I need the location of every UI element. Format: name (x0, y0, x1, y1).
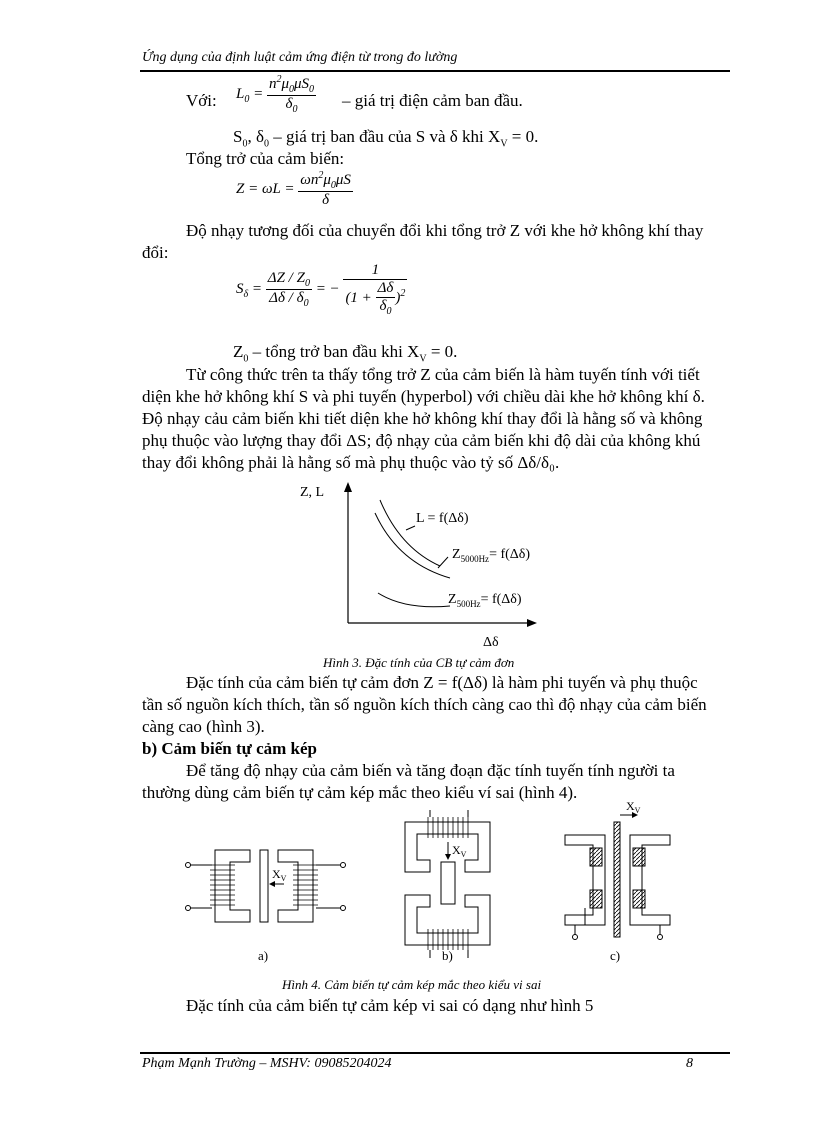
svg-text:XV: $X_V$ (272, 867, 287, 883)
paragraph-1-line-4: phụ thuộc vào lượng thay đổi ΔS; độ nhạy của cảm biến khi độ dài của không khú (142, 431, 701, 450)
x-axis-label: Δδ (483, 635, 499, 650)
label-z500: $Z_{500Hz}= f(\Delta\delta)$ (448, 592, 522, 609)
paragraph-1-line-1: Từ công thức trên ta thấy tổng trở Z của cảm biến là hàm tuyến tính với tiết (186, 365, 700, 384)
voi-label: Với: (186, 91, 217, 110)
paragraph-1-line-3: Độ nhạy cảu cảm biến khi tiết diện khe hở không khí thay đổi là hằng số và không (142, 409, 703, 428)
svg-text:XV: $X_V$ (626, 800, 641, 815)
l0-description: – giá trị điện cảm ban đầu. (342, 91, 523, 110)
paragraph-2-line-2: tần số nguồn kích thích, tần số nguồn kích thích càng cao thì độ nhạy của cảm biến (142, 695, 707, 714)
paragraph-3-line-2: thường dùng cảm biến tự cảm kép mắc theo kiểu ví sai (hình 4). (142, 783, 578, 802)
label-b: b) (442, 948, 453, 963)
figure-3-caption: Hình 3. Đặc tính của CB tự cảm đơn (323, 655, 515, 670)
svg-text:XV: $X_V$ (452, 843, 467, 859)
label-c: c) (610, 948, 621, 963)
figure-4-caption: Hình 4. Cảm biến tự cảm kép mắc theo kiểu vi sai (282, 977, 542, 992)
header-rule (140, 70, 730, 72)
section-heading: b) Cảm biến tự cảm kép (142, 739, 318, 758)
sensitivity-intro: Độ nhạy tương đối của chuyển đổi khi tổng trở Z với khe hở không khí thay (186, 221, 704, 240)
impedance-title: Tổng trở của cảm biến: (186, 149, 345, 168)
footer-rule (140, 1052, 730, 1054)
paragraph-2-line-1: Đặc tính của cảm biến tự cảm đơn Z = f(Δδ) là hàm phi tuyến và phụ thuộc (186, 673, 698, 692)
formula-z: Z = ωL = $\frac{\omega n^2\mu_0\mu S}{\delta}$ (236, 170, 351, 208)
paragraph-2-line-3: càng cao (hình 3). (142, 717, 265, 736)
diagram-a (186, 850, 346, 963)
figure-3-chart (290, 478, 550, 653)
closing-line: Đặc tính của cảm biến tự cảm kép vi sai có dạng như hình 5 (186, 996, 594, 1015)
paragraph-1-line-5: thay đổi không phải là hằng số mà phụ thuộc vào tỷ số Δδ/δ₀. (142, 453, 560, 472)
label-l: L = f(Δδ) (416, 511, 469, 526)
footer-author: Phạm Mạnh Trường – MSHV: 09085204024 (142, 1056, 392, 1071)
curve-l (380, 500, 440, 566)
page-number: 8 (686, 1056, 693, 1071)
page-header: Ứng dụng của định luật cảm ứng điện từ trong đo lường (142, 50, 458, 65)
diagram-b (405, 810, 490, 963)
curve-z500 (378, 593, 450, 607)
formula-sensitivity: $S_\delta$ = $\frac{\Delta Z / Z_0}{\Delta\delta / \delta_0}$ = − 1 (1 + $\frac{\Delta\delta}{\delta_0}$ )$^2$ (236, 262, 406, 317)
y-axis-label: Z, L (300, 485, 325, 500)
paragraph-3-line-1: Để tăng độ nhạy của cảm biến và tăng đoạn đặc tính tuyến tính người ta (186, 761, 675, 780)
diagram-c (565, 800, 670, 963)
label-a: a) (258, 948, 269, 963)
s0-line: $S_0$, $\delta_0$ – giá trị ban đầu của S và δ khi $X_V = 0$. (233, 127, 539, 150)
figure-4-diagram (180, 800, 690, 975)
formula-l0: $L_0$ = $\frac{n^2\mu_0\mu S_0}{\delta_0}$ (236, 74, 315, 115)
paragraph-1-line-2: diện khe hở không khí S và phi tuyến (hyperbol) với chiều dài khe hở không khí δ. (142, 387, 705, 406)
z0-line: $Z_0$ – tổng trở ban đầu khi $X_V = 0$. (233, 342, 458, 365)
label-z5000: $Z_{5000Hz}= f(\Delta\delta)$ (452, 547, 531, 564)
